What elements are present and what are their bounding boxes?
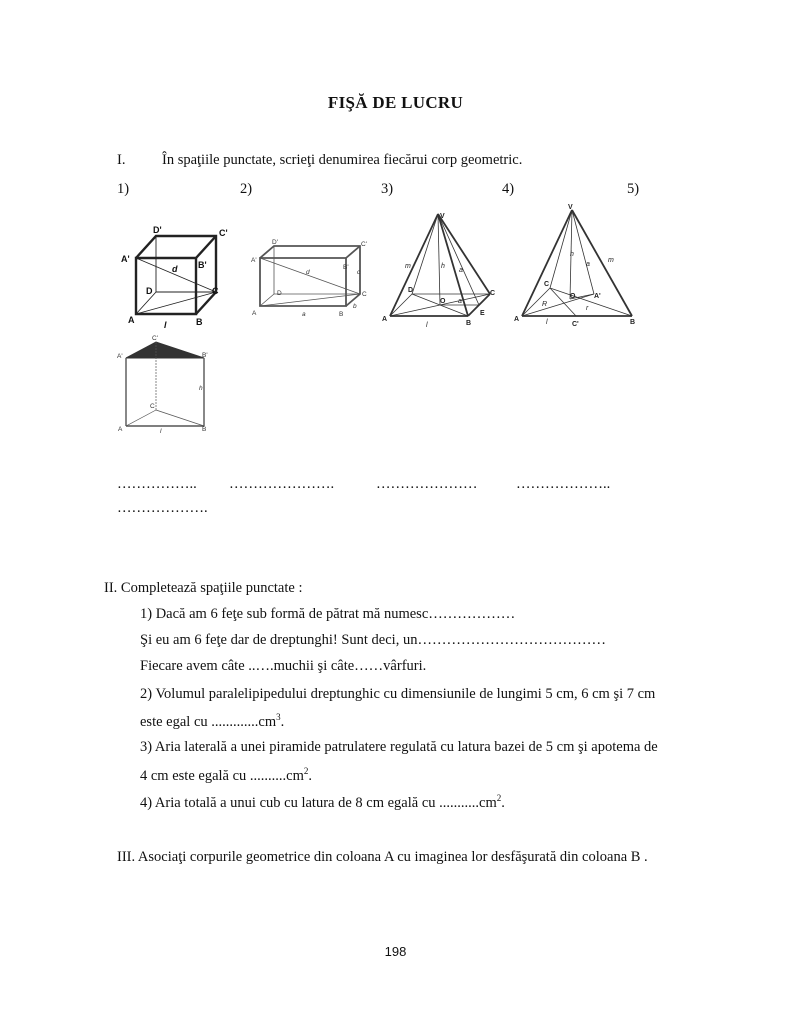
vertex-label: B' [202,352,208,359]
answer-blank-4[interactable]: ……………….. [516,476,611,492]
vertex-label: C' [219,228,228,238]
vertex-label: C' [361,241,367,248]
answer-blank-1[interactable]: …………….. [117,476,197,492]
exponent: 3 [276,712,281,722]
vertex-label: C [150,403,155,410]
triangular-pyramid-figure [510,204,640,329]
exercise-2-line-1: 2) Volumul paralelipipedului dreptunghic cu dimensiunile de lungimi 5 cm, 6 cm şi 7 cm [140,686,656,702]
vertex-label: B' [343,264,349,271]
vertex-label: C [362,291,367,298]
vertex-label: B [466,320,472,327]
label-2: 2) [240,181,253,197]
vertex-label: E [480,310,485,317]
vertex-label: A' [121,254,130,264]
edge-label: m [608,257,614,264]
edge-label: c [357,269,361,276]
vertex-label: A [118,426,123,433]
vertex-label: C' [572,321,579,328]
label-3: 3) [381,181,394,197]
section-2-heading: II. Completează spaţiile punctate : [104,580,303,596]
edge-label: a [302,311,306,318]
vertex-label: A [252,310,257,317]
label-4: 4) [502,181,515,197]
exercise-3-text: 4 cm este egală cu ..........cm [140,767,304,784]
prism-figure [116,334,216,434]
exercise-2-line-2 [140,712,284,731]
page-number: 198 [384,944,407,959]
vertex-label: A' [594,293,601,300]
exponent: 2 [303,766,309,776]
exercise-1-line-2: Şi eu am 6 feţe dar de dreptunghi! Sunt deci, un………………………………… [140,632,606,648]
vertex-label: C' [152,335,158,342]
exponent: 2 [496,793,502,803]
edge-label: l [164,320,167,330]
square-pyramid-figure [380,206,500,331]
edge-label: a [458,298,462,305]
exercise-4-line [140,793,505,812]
edge-label: a [459,267,463,274]
edge-label: h [570,251,574,258]
section-3-instruction: III. Asociaţi corpurile geometrice din coloana A cu imaginea lor desfăşurată din coloana B . [117,849,648,865]
vertex-label: D [408,287,414,294]
vertex-label: B' [198,260,207,270]
answer-blank-3[interactable]: ………………… [376,476,478,492]
edge-label: m [405,263,411,270]
cube-figure [118,222,233,330]
vertex-label: A' [117,353,123,360]
vertex-label: C [544,281,550,288]
section-1-number: I. [117,152,126,168]
edge-label: l [160,428,162,434]
vertex-label: B [339,311,344,318]
vertex-label: B [196,317,203,327]
exercise-4-text: 4) Aria totală a unui cub cu latura de 8 cm egală cu ...........cm [140,794,497,811]
vertex-label: A [382,316,388,323]
page-title: FIŞĂ DE LUCRU [327,93,464,112]
edge-label: h [441,263,445,270]
exercise-3-line-1: 3) Aria laterală a unei piramide patrulatere regulată cu latura bazei de 5 cm şi apotema de [140,739,658,755]
exercise-2-text: este egal cu .............cm [140,713,277,730]
vertex-label: B [630,319,636,326]
answer-blank-5[interactable]: ………………. [117,500,208,516]
vertex-label: D' [153,225,162,235]
edge-label: d [306,269,310,276]
edge-label: r [586,305,589,312]
vertex-label: D' [272,239,278,246]
exercise-1-line-3: Fiecare avem câte ..….muchii şi câte……vârfuri. [140,658,427,674]
vertex-label: B [202,426,207,433]
edge-label: a [586,261,590,268]
label-5: 5) [627,181,640,197]
edge-label: R [542,301,548,308]
cuboid-figure [250,236,375,321]
vertex-label: D [277,290,282,297]
vertex-label: O [440,298,446,305]
answer-blank-2[interactable]: …………………. [229,476,335,492]
exercise-3-line-2 [140,766,312,785]
period: . [501,794,505,811]
vertex-label: O [570,293,576,300]
vertex-label: C [490,290,496,297]
edge-label: l [546,319,548,326]
vertex-label: D [146,286,153,296]
edge-label: b [353,303,357,310]
vertex-label: A' [251,257,257,264]
section-1-instruction: În spaţiile punctate, scrieţi denumirea fiecărui corp geometric. [162,152,523,168]
edge-label: d [172,264,178,274]
period: . [280,713,285,730]
vertex-label: V [440,213,445,220]
edge-label: l [426,322,428,329]
vertex-label: V [568,204,573,211]
vertex-label: C [212,286,219,296]
vertex-label: A [128,315,135,325]
vertex-label: A [514,316,520,323]
period: . [308,767,312,784]
label-1: 1) [117,181,130,197]
exercise-1-line-1: 1) Dacă am 6 feţe sub formă de pătrat mă numesc……………… [140,606,516,622]
edge-label: h [199,385,203,392]
